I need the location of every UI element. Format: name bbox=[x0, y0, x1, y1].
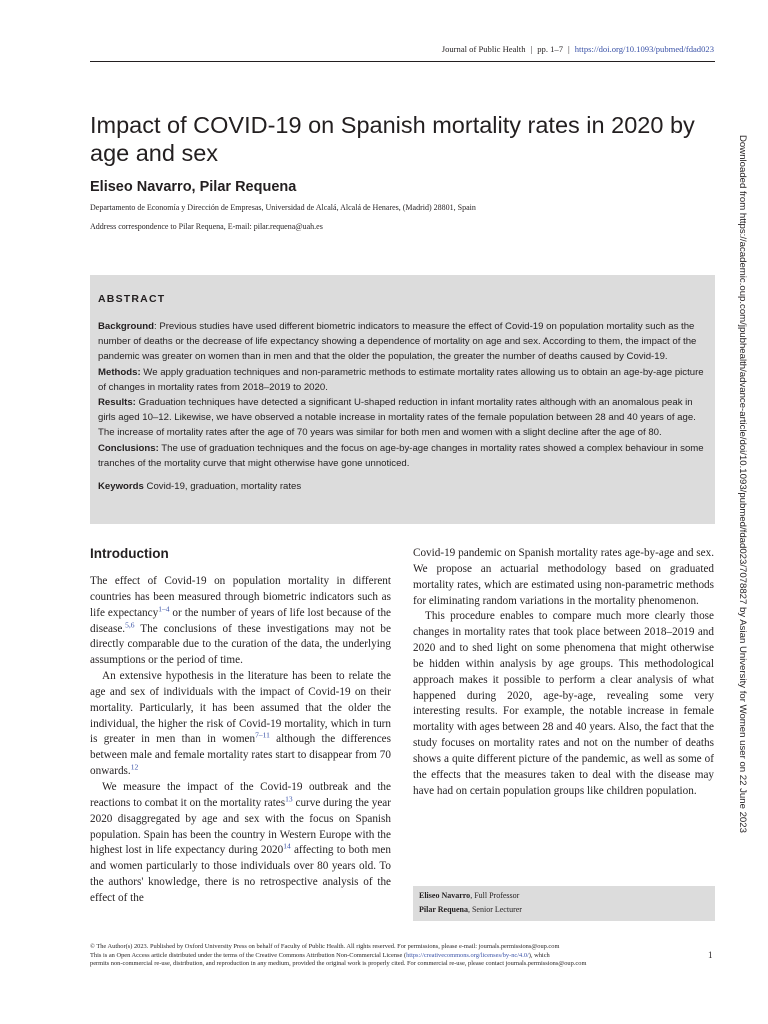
intro-text: An extensive hypothesis in the literature has been to relate the age and sex of individuals with the impact of Covid-19 on their mortality. Particularly, it has been assumed that the older the individual, the higher the risk of Covid-19 mortality, which in turn is greater in men than in women bbox=[90, 670, 391, 746]
affiliation: Departamento de Economía y Dirección de Empresas, Universidad de Alcalá, Alcalá de Henares, (Madrid) 28801, Spain bbox=[90, 203, 476, 212]
background-text: : Previous studies have used different biometric indicators to measure the effect of Covid-19 on population mortality such as the number of deaths or the decrease of life expectancy showing a dependence of mortality on age and sex. According to them, the impact of the pandemic was greater on women than in men and that the older the population, the greater the number of deaths caused by Covid-19. bbox=[98, 321, 697, 363]
intro-text: curve during the year 2020 disaggregated by age and sex with the focus on Spanish population. Spain has been the country in Western Europe with the highest lost in life expectancy during 2020 bbox=[90, 796, 391, 857]
results-text: Graduation techniques have detected a significant U-shaped reduction in infant mortality rates although with an anomalous peak in girls aged 10–12. Likewise, we have observed a notable increase in mortality rates of the female population between 28 and 40 years of age. The increase of mortality rates after the age of 70 years was similar for both men and women with a slight decline after the age of 80. bbox=[98, 397, 696, 439]
results-label: Results: bbox=[98, 397, 136, 409]
introduction-heading: Introduction bbox=[90, 546, 169, 561]
abstract-keywords bbox=[98, 479, 707, 494]
intro-text: although the differences between male and female mortality rates start to disappear from 70 onwards. bbox=[90, 733, 391, 778]
citation-link[interactable]: 13 bbox=[285, 794, 293, 804]
journal-name: Journal of Public Health bbox=[441, 44, 526, 54]
abstract-methods bbox=[98, 365, 707, 395]
footer-line bbox=[90, 952, 690, 961]
intro-paragraph bbox=[90, 780, 391, 907]
intro-text: We measure the impact of the Covid-19 outbreak and the reactions to combat it on the mortality rates bbox=[90, 780, 391, 809]
license-link[interactable]: https://creativecommons.org/licenses/by-nc/4.0/ bbox=[406, 951, 529, 959]
conclusions-text: The use of graduation techniques and the focus on age-by-age changes in mortality rates showed a complex behaviour in some tranches of the mortality curve that might otherwise have gone unnoticed. bbox=[98, 442, 704, 469]
citation-link[interactable]: 12 bbox=[130, 762, 139, 772]
abstract-box bbox=[90, 275, 715, 524]
citation-link[interactable]: 14 bbox=[283, 841, 291, 851]
doi-link[interactable]: https://doi.org/10.1093/pubmed/fdad023 bbox=[574, 44, 714, 54]
bio-author-name: Pilar Requena bbox=[419, 905, 468, 914]
footer-line: permits non-commercial re-use, distribution, and reproduction in any medium, provided the original work is properly cited. For commercial re-use, please contact journals.permissions@oup.com bbox=[90, 960, 587, 968]
header-rule bbox=[90, 61, 715, 62]
header-separator: | bbox=[530, 44, 533, 54]
footer-text: This is an Open Access article distributed under the terms of the Creative Commons Attribution Non-Commercial License ( bbox=[90, 951, 407, 959]
journal-header bbox=[442, 44, 714, 54]
citation-link[interactable]: 5,6 bbox=[125, 619, 135, 629]
download-watermark: Downloaded from https://academic.oup.com/jpubhealth/advance-article/doi/10.1093/pubmed/fdad023/7078827 by Asian University for Women user on 22 June 2023 bbox=[737, 135, 748, 833]
bio-author-role: , Senior Lecturer bbox=[467, 905, 522, 914]
methods-text: We apply graduation techniques and non-parametric methods to estimate mortality rates allowing us to obtain an age-by-age picture of changes in mortality rates from 2018–2019 to 2020. bbox=[98, 366, 704, 393]
body-column-left bbox=[90, 546, 391, 907]
abstract-background bbox=[98, 319, 707, 365]
author-bio-line bbox=[419, 889, 709, 903]
keywords-label: Keywords bbox=[98, 481, 144, 493]
intro-text: or the number of years of life lost because of the disease. bbox=[90, 606, 392, 635]
intro-text: The conclusions of these investigations may not be directly comparable due to the curation of the data, the underlying assumptions or the period of time. bbox=[90, 622, 391, 667]
author-bio-line bbox=[419, 903, 709, 917]
intro-paragraph: Covid-19 pandemic on Spanish mortality rates age-by-age and sex. We propose an actuarial methodology based on graduated mortality rates, which are estimated using non-parametric methods for eliminating random variations in the mortality phenomenon. bbox=[413, 547, 714, 607]
footer-line: © The Author(s) 2023. Published by Oxford University Press on behalf of Faculty of Public Health. All rights reserved. For permissions, please e-mail: journals.permissions@oup.com bbox=[90, 943, 560, 950]
intro-text: affecting to both men and women particularly to those individuals over 80 years old. To the authors' knowledge, there is no retrospective analysis of the effect of the bbox=[90, 844, 391, 904]
intro-paragraph: This procedure enables to compare much more clearly those changes in mortality rates that took place between 2018–2019 and 2020 and to shed light on some phenomena that might otherwise be hidden within analysis by age groups. This methodological approach makes it possible to perform a clear analysis of what happened during 2020, age-by-age, revealing some very interesting results. For example, the notable increase in female mortality with ages between 28 and 40 years. Also, the fact that the study focuses on mortality rates and not on the number of deaths shows a quite different picture of the pandemic, as well as some of the effects that the measures taken to deal with the disease may have had on certain population groups like children population. bbox=[413, 610, 714, 797]
page-number: 1 bbox=[708, 950, 713, 960]
keywords-text: Covid-19, graduation, mortality rates bbox=[143, 481, 302, 493]
author-list: Eliseo Navarro, Pilar Requena bbox=[90, 179, 297, 195]
intro-paragraph bbox=[90, 574, 391, 669]
author-bio-box bbox=[413, 886, 715, 921]
conclusions-label: Conclusions: bbox=[98, 442, 159, 454]
header-separator: | bbox=[568, 44, 570, 54]
intro-text: The effect of Covid-19 on population mortality in different countries has been measured through biometric indicators such as life expectancy bbox=[90, 575, 391, 619]
copyright-footer bbox=[90, 943, 690, 969]
correspondence-address: Address correspondence to Pilar Requena, E-mail: pilar.requena@uah.es bbox=[90, 222, 323, 231]
abstract-conclusions bbox=[98, 441, 707, 471]
intro-paragraph bbox=[90, 669, 391, 780]
footer-text: ), which bbox=[528, 951, 550, 959]
bio-author-role: , Full Professor bbox=[470, 891, 520, 900]
body-column-right bbox=[413, 546, 714, 800]
abstract-heading: ABSTRACT bbox=[98, 293, 166, 305]
methods-label: Methods: bbox=[98, 366, 141, 378]
bio-author-name: Eliseo Navarro bbox=[419, 891, 471, 900]
citation-link[interactable]: 7–11 bbox=[255, 730, 270, 740]
page-range: pp. 1–7 bbox=[537, 44, 564, 54]
article-title: Impact of COVID-19 on Spanish mortality rates in 2020 by age and sex bbox=[90, 112, 695, 166]
citation-link[interactable]: 1–4 bbox=[158, 603, 170, 613]
background-label: Background bbox=[98, 321, 154, 332]
abstract-results bbox=[98, 395, 707, 441]
